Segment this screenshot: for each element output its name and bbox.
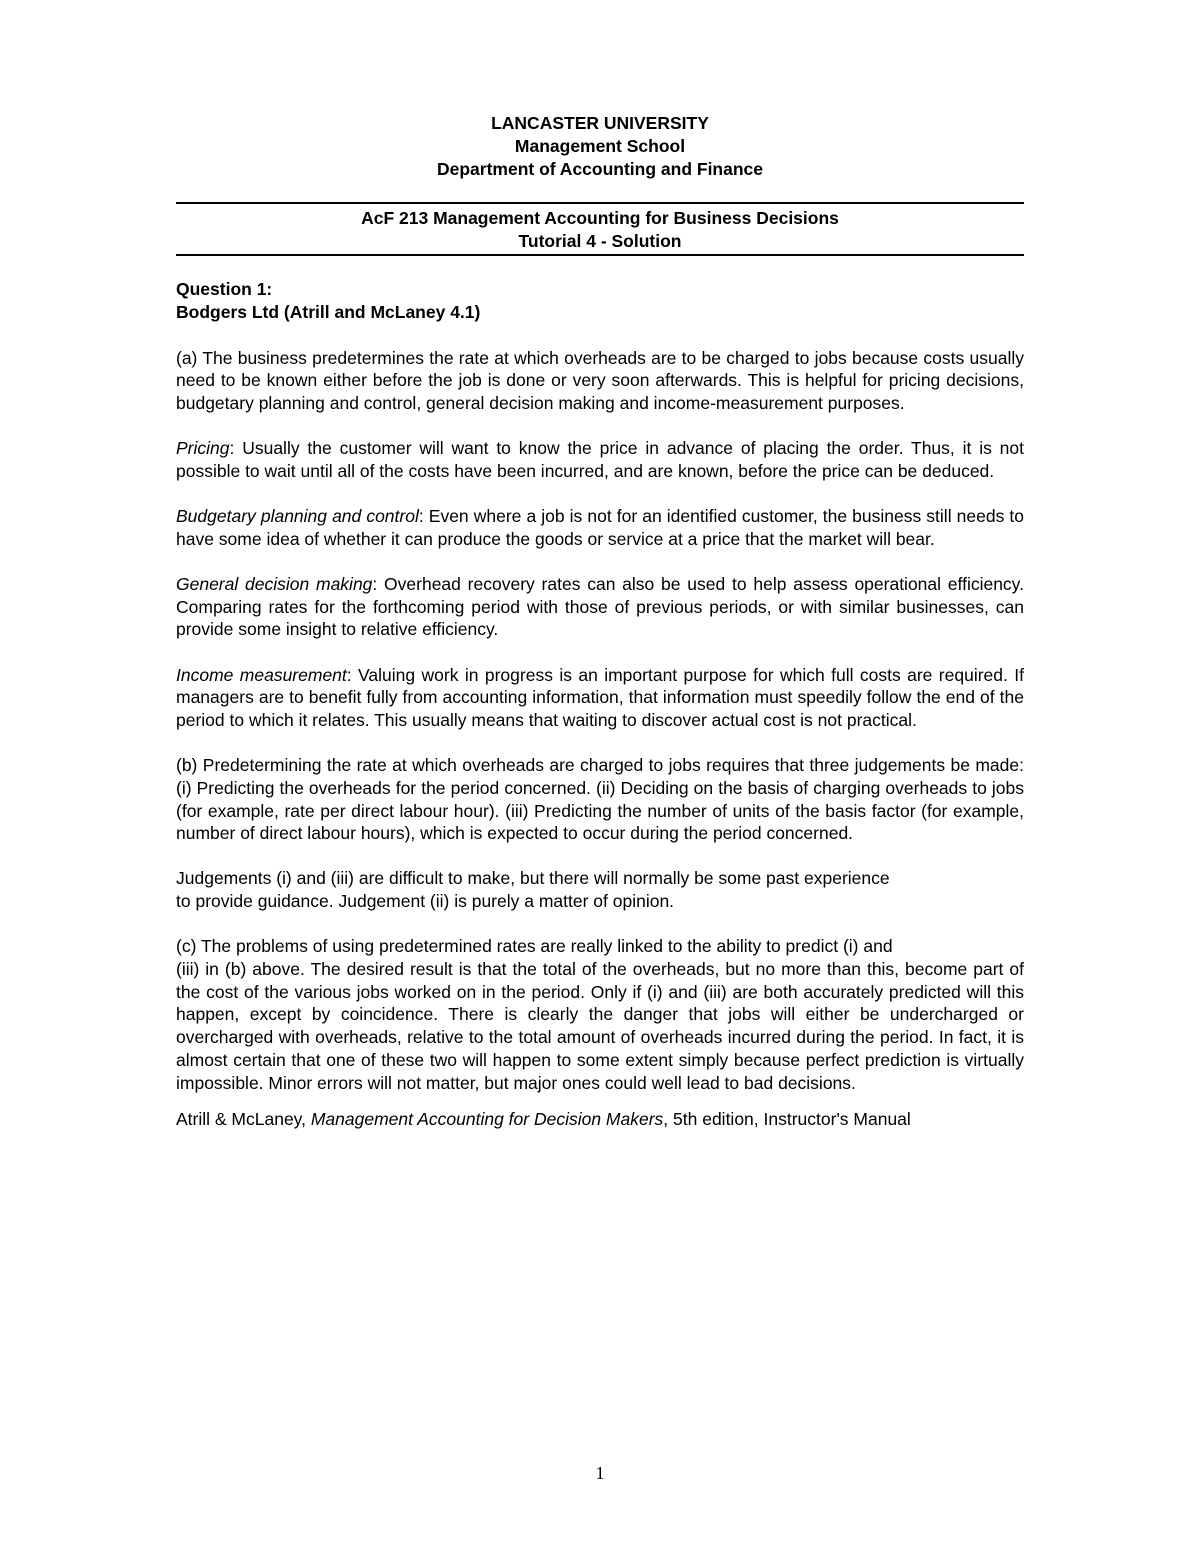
document-header (176, 112, 1024, 181)
question-title: Bodgers Ltd (Atrill and McLaney 4.1) (176, 302, 481, 322)
page-number: 1 (595, 1463, 605, 1483)
university-name: LANCASTER UNIVERSITY (491, 113, 709, 133)
paragraph-c (176, 935, 1024, 1094)
reference (176, 1108, 1024, 1131)
income-text: : Valuing work in progress is an important purpose for which full costs are required. If managers are to benefit fully from accounting information, that information must speedily follow the end of the period to which it relates. This usually means that waiting to discover actual cost is not practical. (176, 664, 1024, 730)
school-name: Management School (514, 136, 686, 156)
bottom-rule (176, 254, 1024, 256)
c-line-1: (c) The problems of using predetermined rates are really linked to the ability to predict (i) and (176, 936, 893, 957)
pricing-term: Pricing (176, 438, 230, 459)
paragraph-budgetary (176, 505, 1024, 550)
paragraph-pricing (176, 437, 1024, 482)
reference-authors: Atrill & McLaney, (176, 1109, 311, 1130)
reference-edition: , 5th edition, Instructor's Manual (663, 1109, 911, 1130)
budget-term: Budgetary planning and control (176, 506, 419, 527)
department-name: Department of Accounting and Finance (436, 159, 764, 179)
course-subtitle: Tutorial 4 - Solution (518, 230, 682, 251)
reference-book: Management Accounting for Decision Makers (310, 1109, 664, 1130)
question-label: Question 1: (176, 279, 273, 299)
question-heading (176, 278, 1024, 324)
pricing-text: : Usually the customer will want to know the price in advance of placing the order. Thus, it is not possible to wait until all of the costs have been incurred, and are known, before the price can be deduced. (176, 438, 1024, 481)
paragraph-income (176, 664, 1024, 732)
judgements-line-2: to provide guidance. Judgement (ii) is purely a matter of opinion. (176, 891, 675, 912)
paragraph-judgements (176, 867, 1024, 912)
decision-text: : Overhead recovery rates can also be used to help assess operational efficiency. Comparing rates for the forthcoming period with those of previous periods, or with similar businesses, can provide some insight to relative efficiency. (176, 573, 1024, 640)
course-title: AcF 213 Management Accounting for Business Decisions (361, 208, 839, 228)
paragraph-decision (176, 573, 1024, 641)
paragraph-b: (b) Predetermining the rate at which overheads are charged to jobs requires that three judgements be made: (i) Predicting the overheads for the period concerned. (ii) Deciding on the basis of charging overheads to jobs (for example, rate per direct labour hour). (iii) Predicting the number of units of the basis factor (for example, number of direct labour hours), which is expected to occur during the period concerned. (176, 755, 1024, 844)
budget-text: : Even where a job is not for an identified customer, the business still needs to have some idea of whether it can produce the goods or service at a price that the market will bear. (176, 506, 1024, 549)
course-block (176, 204, 1024, 254)
paragraph-a: (a) The business predetermines the rate at which overheads are to be charged to jobs because costs usually need to be known either before the job is done or very soon afterwards. This is helpful for pricing decisions, budgetary planning and control, general decision making and income-measurement purposes. (176, 347, 1024, 413)
judgements-line-1: Judgements (i) and (iii) are difficult to make, but there will normally be some past experience (176, 868, 890, 889)
income-term: Income measurement (176, 664, 347, 685)
document-page (176, 112, 1024, 1131)
decision-term: General decision making (176, 573, 373, 594)
c-rest: (iii) in (b) above. The desired result is that the total of the overheads, but no more than this, become part of the cost of the various jobs worked on in the period. Only if (i) and (iii) are both accurately predicted will this happen, except by coincidence. There is clearly the danger that jobs will either be undercharged or overcharged with overheads, relative to the total amount of overheads incurred during the period. In fact, it is almost certain that one of these two will happen to some extent simply because perfect prediction is virtually impossible. Minor errors will not matter, but major ones could well lead to bad decisions. (176, 959, 1024, 1093)
